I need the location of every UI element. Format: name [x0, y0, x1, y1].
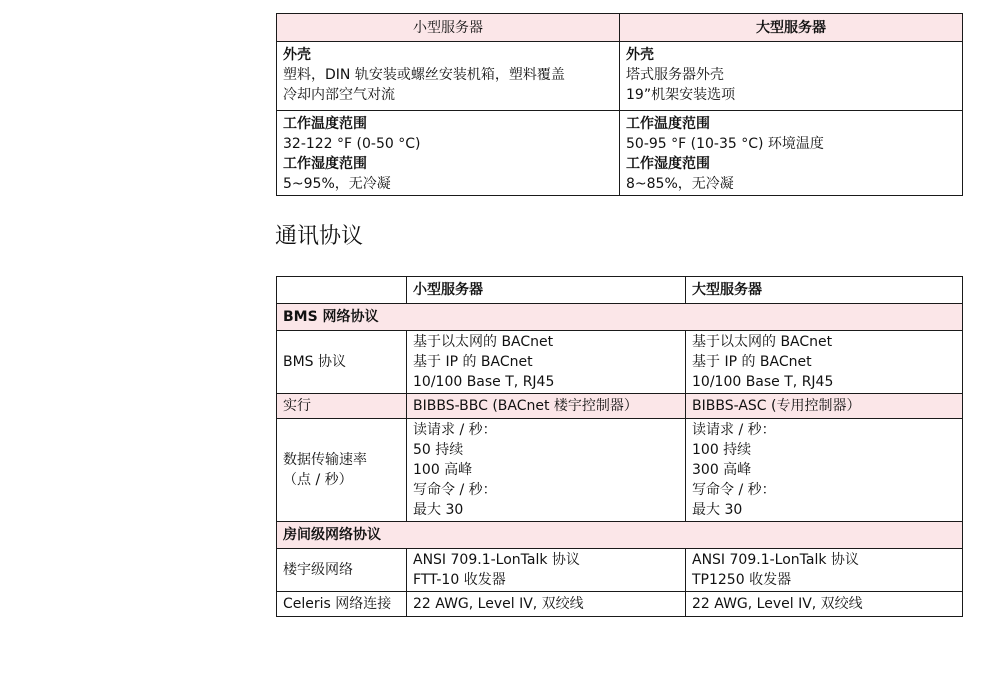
op-hum-large-value: 8~85%，无冷凝 — [626, 176, 734, 192]
op-temp-large-value: 50-95 °F (10-35 °C) 环境温度 — [626, 136, 824, 152]
floor-large-line-2: TP1250 收发器 — [692, 572, 792, 588]
bms-small-line-3: 10/100 Base T, RJ45 — [413, 374, 555, 390]
env-header-large-server: 大型服务器 — [620, 14, 963, 42]
communication-protocol-table — [276, 276, 963, 617]
environment-spec-table — [276, 13, 963, 196]
room-group-title: 房间级网络协议 — [277, 522, 963, 549]
celeris-small: 22 AWG, Level IV, 双绞线 — [407, 592, 686, 617]
section-heading-communication: 通讯协议 — [275, 224, 364, 249]
env-header-small-server: 小型服务器 — [277, 14, 620, 42]
implementation-label: 实行 — [277, 394, 407, 419]
data-rate-label-cell — [277, 419, 407, 522]
comm-header-empty — [277, 277, 407, 304]
env-header-row — [277, 14, 963, 42]
rate-large-line-4: 写命令 / 秒： — [692, 482, 776, 498]
data-rate-label-line-2: （点 / 秒） — [283, 472, 353, 488]
floor-small-line-1: ANSI 709.1-LonTalk 协议 — [413, 552, 580, 568]
op-hum-small-title: 工作湿度范围 — [283, 156, 367, 172]
bms-protocol-row — [277, 331, 963, 394]
bms-protocol-large-cell — [686, 331, 963, 394]
env-operating-small-cell — [277, 111, 620, 196]
data-rate-small-cell — [407, 419, 686, 522]
implementation-row — [277, 394, 963, 419]
env-casing-large-cell — [620, 42, 963, 111]
comm-header-large-server: 大型服务器 — [686, 277, 963, 304]
casing-small-line-2: 冷却内部空气对流 — [283, 87, 395, 103]
rate-large-line-1: 读请求 / 秒： — [692, 422, 776, 438]
casing-large-line-2: 19”机架安装选项 — [626, 87, 736, 103]
floor-network-row — [277, 549, 963, 592]
floor-network-label: 楼宇级网络 — [277, 549, 407, 592]
env-casing-small-cell — [277, 42, 620, 111]
env-operating-row — [277, 111, 963, 196]
rate-large-line-3: 300 高峰 — [692, 462, 752, 478]
bms-large-line-2: 基于 IP 的 BACnet — [692, 354, 812, 370]
bms-large-line-3: 10/100 Base T, RJ45 — [692, 374, 834, 390]
bms-protocol-label: BMS 协议 — [277, 331, 407, 394]
data-rate-row — [277, 419, 963, 522]
rate-large-line-2: 100 持续 — [692, 442, 752, 458]
rate-small-line-3: 100 高峰 — [413, 462, 473, 478]
implementation-small: BIBBS-BBC (BACnet 楼宇控制器） — [407, 394, 686, 419]
floor-network-large-cell — [686, 549, 963, 592]
floor-network-small-cell — [407, 549, 686, 592]
data-rate-large-cell — [686, 419, 963, 522]
rate-large-line-5: 最大 30 — [692, 502, 743, 518]
floor-large-line-1: ANSI 709.1-LonTalk 协议 — [692, 552, 859, 568]
casing-large-title: 外壳 — [626, 47, 654, 63]
op-temp-small-title: 工作温度范围 — [283, 116, 367, 132]
op-hum-small-value: 5~95%，无冷凝 — [283, 176, 391, 192]
celeris-large: 22 AWG, Level IV, 双绞线 — [686, 592, 963, 617]
bms-group-title: BMS 网络协议 — [277, 304, 963, 331]
data-rate-label-line-1: 数据传输速率 — [283, 452, 367, 468]
floor-small-line-2: FTT-10 收发器 — [413, 572, 506, 588]
rate-small-line-4: 写命令 / 秒： — [413, 482, 497, 498]
env-casing-row — [277, 42, 963, 111]
bms-small-line-2: 基于 IP 的 BACnet — [413, 354, 533, 370]
comm-header-row — [277, 277, 963, 304]
implementation-large: BIBBS-ASC (专用控制器） — [686, 394, 963, 419]
bms-protocol-small-cell — [407, 331, 686, 394]
op-hum-large-title: 工作湿度范围 — [626, 156, 710, 172]
bms-small-line-1: 基于以太网的 BACnet — [413, 334, 554, 350]
room-group-row — [277, 522, 963, 549]
celeris-label: Celeris 网络连接 — [277, 592, 407, 617]
op-temp-small-value: 32-122 °F (0-50 °C) — [283, 136, 421, 152]
rate-small-line-1: 读请求 / 秒： — [413, 422, 497, 438]
bms-large-line-1: 基于以太网的 BACnet — [692, 334, 833, 350]
bms-group-row — [277, 304, 963, 331]
rate-small-line-2: 50 持续 — [413, 442, 464, 458]
op-temp-large-title: 工作温度范围 — [626, 116, 710, 132]
celeris-row — [277, 592, 963, 617]
env-operating-large-cell — [620, 111, 963, 196]
casing-small-title: 外壳 — [283, 47, 311, 63]
casing-large-line-1: 塔式服务器外壳 — [626, 67, 724, 83]
rate-small-line-5: 最大 30 — [413, 502, 464, 518]
casing-small-line-1: 塑料，DIN 轨安装或螺丝安装机箱，塑料覆盖 — [283, 67, 565, 83]
comm-header-small-server: 小型服务器 — [407, 277, 686, 304]
